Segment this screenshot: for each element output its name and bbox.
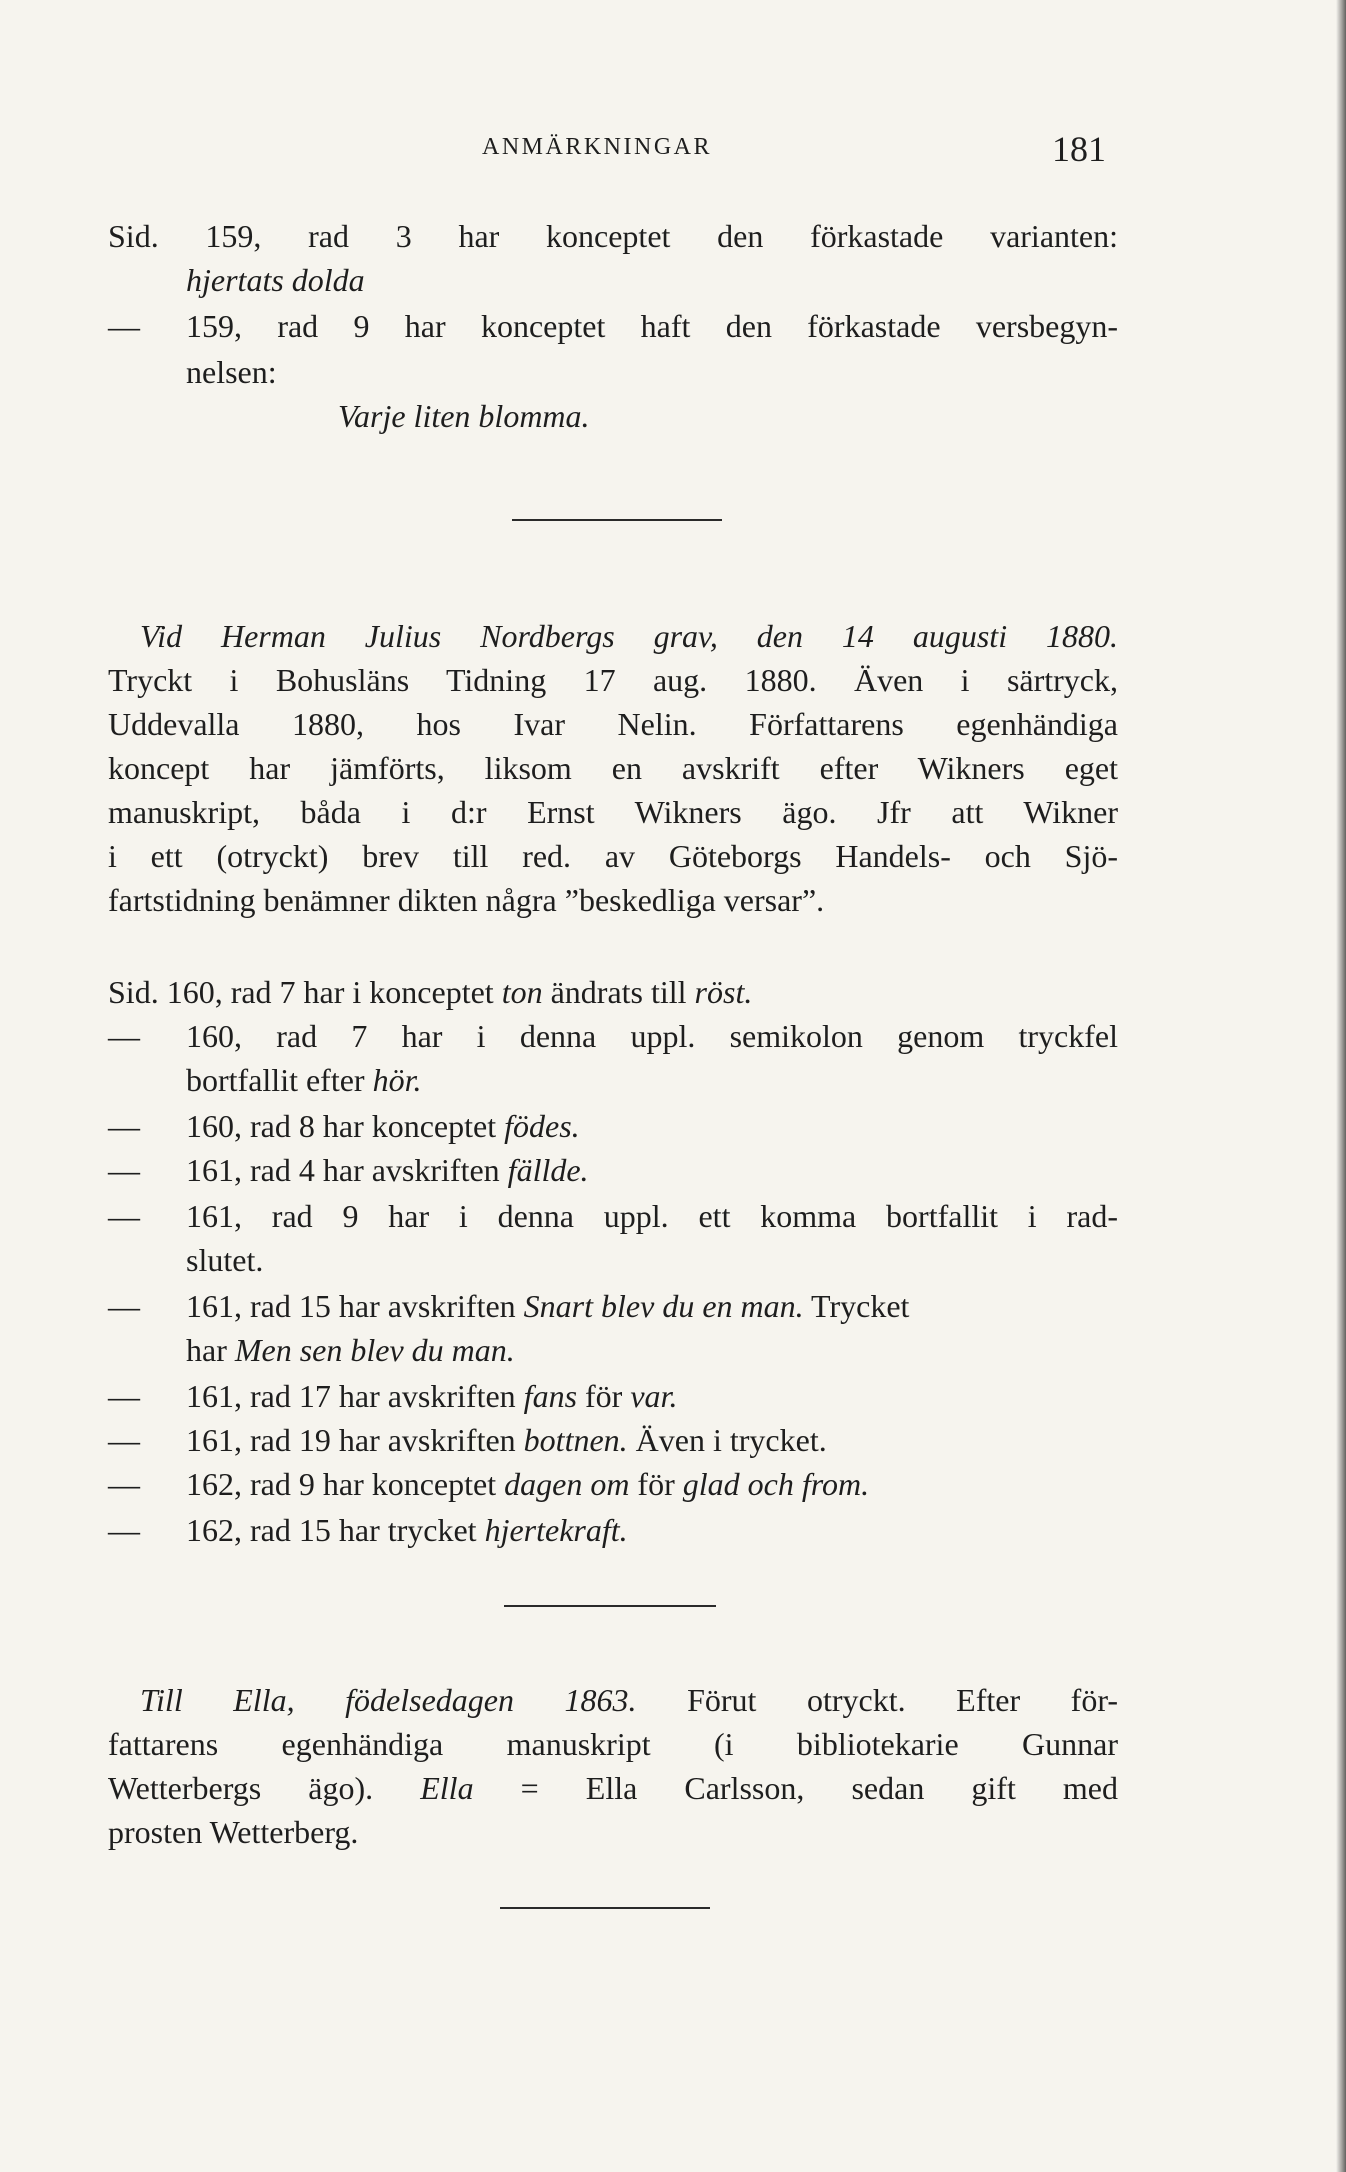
note-line xyxy=(186,1104,580,1148)
note-text: för xyxy=(629,1466,683,1502)
paragraph-line: koncept har jämförts, liksom en avskrift efter Wikners eget xyxy=(108,750,1118,786)
note-text: för xyxy=(577,1378,631,1414)
paragraph-line: fattarens egenhändiga manuskript (i bibliotekarie Gunnar xyxy=(108,1726,1118,1762)
note-line: nelsen: xyxy=(186,354,277,390)
paragraph-line: i ett (otryckt) brev till red. av Göteborgs Handels- och Sjö- xyxy=(108,838,1118,874)
note-italic: Snart blev du en man. xyxy=(523,1288,804,1324)
note-line xyxy=(186,1374,677,1418)
paragraph-line: manuskript, båda i d:r Ernst Wikners ägo. Jfr att Wikner xyxy=(108,794,1118,830)
paragraph-text: Förut otryckt. Efter för- xyxy=(636,1682,1119,1718)
paragraph-text: Wetterbergs ägo). xyxy=(108,1770,421,1806)
poem-title-line xyxy=(140,614,1118,658)
page-number: 181 xyxy=(1052,129,1106,169)
poem-title: Till Ella, födelsedagen 1863. xyxy=(140,1682,637,1718)
paragraph-italic: Ella xyxy=(420,1770,474,1806)
quoted-variant: Varje liten blomma. xyxy=(338,398,590,434)
ditto-dash: — xyxy=(108,1108,140,1144)
note-text: 161, rad 19 har avskriften xyxy=(186,1422,524,1458)
note-text: Trycket xyxy=(803,1288,910,1324)
paragraph-line: prosten Wetterberg. xyxy=(108,1814,359,1850)
note-text: 161, rad 17 har avskriften xyxy=(186,1378,524,1414)
note-italic: hjertekraft. xyxy=(484,1512,628,1548)
note-italic: fällde. xyxy=(507,1152,589,1188)
note-line xyxy=(186,1328,515,1372)
paragraph-line: fartstidning benämner dikten några ”beskedliga versar”. xyxy=(108,882,825,918)
note-italic: dagen om xyxy=(504,1466,630,1502)
ditto-dash: — xyxy=(108,1152,140,1188)
note-line xyxy=(186,1058,421,1102)
note-text: ändrats till xyxy=(542,974,695,1010)
note-line xyxy=(186,1148,589,1192)
ditto-dash: — xyxy=(108,1198,140,1234)
running-header: ANMÄRKNINGAR xyxy=(482,134,713,160)
ditto-dash: — xyxy=(108,1018,140,1054)
paragraph-line: Tryckt i Bohusläns Tidning 17 aug. 1880. Även i särtryck, xyxy=(108,662,1118,698)
section-divider xyxy=(504,1605,716,1607)
note-text: 162, rad 9 har konceptet xyxy=(186,1466,505,1502)
note-italic: hör. xyxy=(372,1062,422,1098)
poem-title-line xyxy=(140,1678,1118,1722)
paragraph-text: = Ella Carlsson, sedan gift med xyxy=(473,1770,1118,1806)
note-text: bortfallit efter xyxy=(186,1062,373,1098)
note-italic: ton xyxy=(501,974,543,1010)
note-text: har xyxy=(186,1332,235,1368)
note-italic: bottnen. xyxy=(523,1422,628,1458)
note-line: 161, rad 9 har i denna uppl. ett komma bortfallit i rad- xyxy=(186,1198,1118,1234)
note-text: 161, rad 4 har avskriften xyxy=(186,1152,508,1188)
ditto-dash: — xyxy=(108,1422,140,1458)
ditto-dash: — xyxy=(108,308,140,344)
note-text: Även i trycket. xyxy=(627,1422,827,1458)
note-italic: glad och from. xyxy=(682,1466,870,1502)
note-italic: födes. xyxy=(504,1108,580,1144)
note-italic: var. xyxy=(630,1378,678,1414)
note-line: Sid. 159, rad 3 har konceptet den förkastade varianten: xyxy=(108,218,1118,254)
note-italic: fans xyxy=(523,1378,578,1414)
ditto-dash: — xyxy=(108,1466,140,1502)
note-text: Sid. 160, rad 7 har i konceptet xyxy=(108,974,502,1010)
note-line xyxy=(186,1508,628,1552)
paragraph-line: Uddevalla 1880, hos Ivar Nelin. Författarens egenhändiga xyxy=(108,706,1118,742)
note-italic: röst. xyxy=(694,974,753,1010)
ditto-dash: — xyxy=(108,1512,140,1548)
note-text: 160, rad 8 har konceptet xyxy=(186,1108,505,1144)
note-line: 160, rad 7 har i denna uppl. semikolon genom tryckfel xyxy=(186,1018,1118,1054)
ditto-dash: — xyxy=(108,1288,140,1324)
note-line xyxy=(108,970,752,1014)
note-line xyxy=(338,394,590,438)
note-line: 159, rad 9 har konceptet haft den förkastade versbegyn- xyxy=(186,308,1118,344)
page-edge-shadow xyxy=(1336,0,1346,2172)
note-line xyxy=(186,1284,909,1328)
ditto-dash: — xyxy=(108,1378,140,1414)
note-line xyxy=(186,1462,869,1506)
note-line xyxy=(186,258,365,302)
note-italic: Men sen blev du man. xyxy=(234,1332,515,1368)
quoted-variant: hjertats dolda xyxy=(186,262,365,298)
paragraph-line xyxy=(108,1766,1118,1810)
note-text: 162, rad 15 har trycket xyxy=(186,1512,485,1548)
note-text: 161, rad 15 har avskriften xyxy=(186,1288,524,1324)
poem-title: Vid Herman Julius Nordbergs grav, den 14 augusti 1880. xyxy=(140,618,1118,654)
note-line xyxy=(186,1418,827,1462)
section-divider xyxy=(512,519,722,521)
section-divider xyxy=(500,1907,710,1909)
note-line: slutet. xyxy=(186,1242,264,1278)
